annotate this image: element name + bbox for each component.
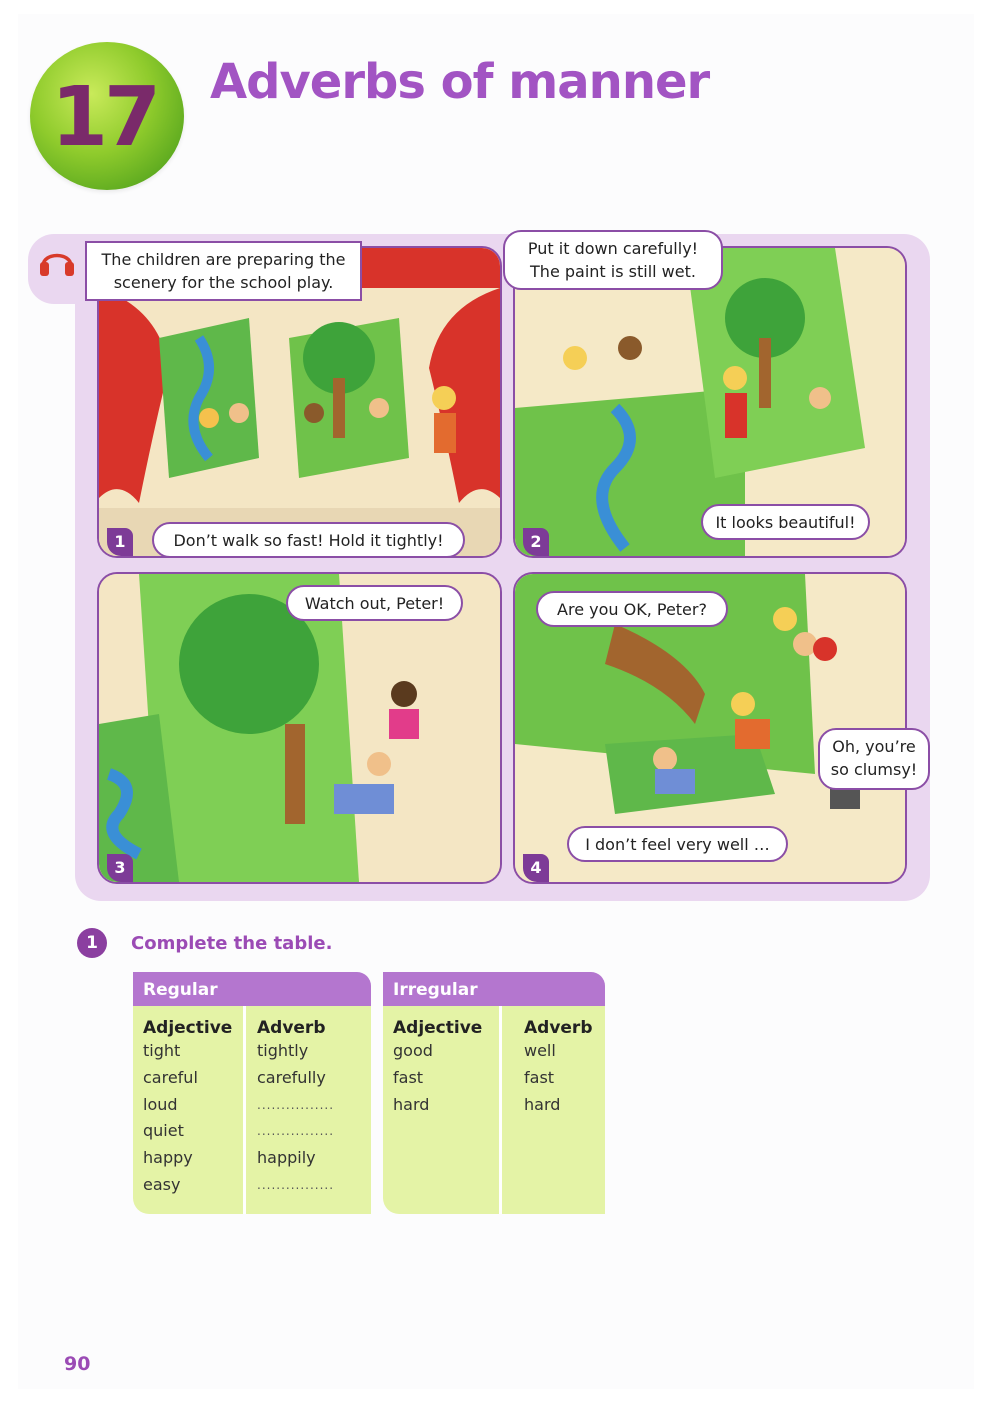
speech-bubble-panel-2-bottom: It looks beautiful! xyxy=(701,504,870,540)
table-cell: carefully xyxy=(257,1067,326,1087)
table-cell: loud xyxy=(143,1094,178,1114)
table-cell: well xyxy=(524,1041,556,1060)
table-cell: happy xyxy=(143,1148,193,1168)
speech-bubble-panel-1: Don’t walk so fast! Hold it tightly! xyxy=(152,522,465,558)
column-header: Adjective xyxy=(143,1018,233,1038)
table-cell: fast xyxy=(393,1067,424,1087)
exercise-number: 1 xyxy=(77,928,107,958)
regular-table xyxy=(133,972,371,1214)
column-header: Adverb xyxy=(257,1018,326,1038)
column-header: Adjective xyxy=(393,1018,483,1038)
table-cell: tightly xyxy=(257,1041,309,1060)
panel-1-number: 1 xyxy=(107,528,133,556)
speech-bubble-panel-2-top: Put it down carefully! The paint is still wet. xyxy=(503,230,723,290)
answer-blank[interactable]: ................ xyxy=(257,1124,335,1139)
irregular-table xyxy=(383,972,605,1214)
table-cell: easy xyxy=(143,1174,181,1194)
column-header: Adverb xyxy=(524,1018,593,1038)
table-cell: quiet xyxy=(143,1121,184,1141)
table-cell: happily xyxy=(257,1148,316,1168)
table-cell: hard xyxy=(524,1094,561,1114)
panel-4-number: 4 xyxy=(523,854,549,882)
irregular-table-header: Irregular xyxy=(383,972,605,1006)
exercise-instruction: Complete the table. xyxy=(131,933,333,954)
story-caption: The children are preparing the scenery for the school play. xyxy=(85,241,362,301)
answer-blank[interactable]: ................ xyxy=(257,1097,335,1112)
headphones-icon[interactable] xyxy=(38,244,76,278)
answer-blank[interactable]: ................ xyxy=(257,1177,335,1192)
regular-adverb-column xyxy=(243,1006,371,1214)
regular-table-header: Regular xyxy=(133,972,371,1006)
panel-2-number: 2 xyxy=(523,528,549,556)
table-cell: tight xyxy=(143,1041,181,1060)
table-cell: hard xyxy=(393,1094,430,1114)
table-cell: good xyxy=(393,1041,433,1060)
speech-bubble-panel-4-bottom: I don’t feel very well … xyxy=(567,826,788,862)
irregular-table-body xyxy=(383,1006,605,1214)
regular-table-body xyxy=(133,1006,371,1214)
irregular-adverb-column xyxy=(499,1006,605,1214)
irregular-adjective-column xyxy=(383,1006,499,1214)
panel-3-number: 3 xyxy=(107,854,133,882)
page-title: Adverbs of manner xyxy=(210,54,710,110)
speech-bubble-panel-3: Watch out, Peter! xyxy=(286,585,463,621)
speech-bubble-panel-4-top: Are you OK, Peter? xyxy=(536,591,728,627)
page-number: 90 xyxy=(64,1353,91,1375)
table-cell: careful xyxy=(143,1067,198,1087)
table-cell: fast xyxy=(524,1067,555,1087)
speech-bubble-panel-4-right: Oh, you’re so clumsy! xyxy=(818,728,930,790)
unit-number: 17 xyxy=(50,70,158,165)
regular-adjective-column xyxy=(133,1006,243,1214)
